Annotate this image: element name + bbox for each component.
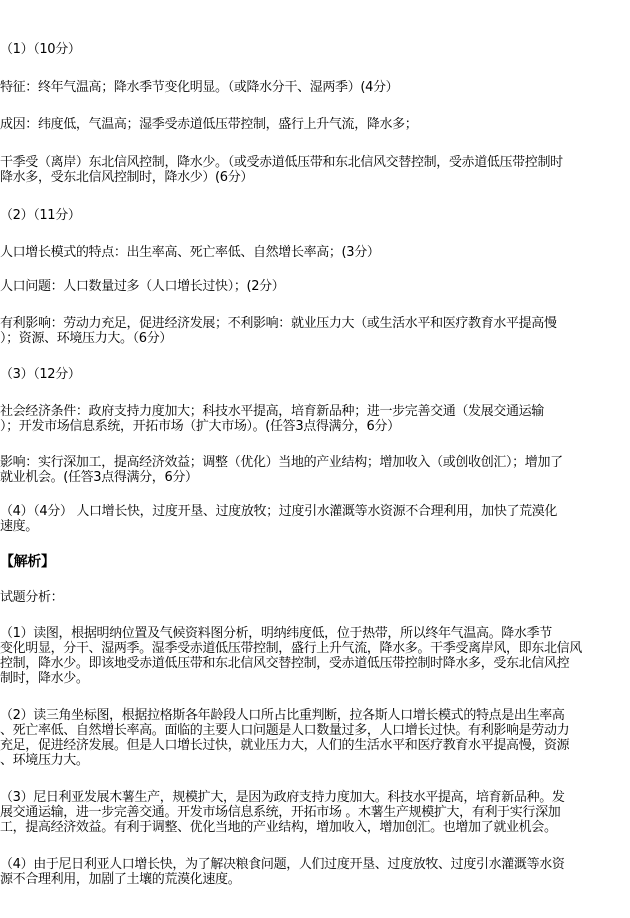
analysis-heading: 【解析】 [0,554,55,570]
q3-effects-line2: 就业机会。(任答3点得满分，6分） [0,470,198,485]
q3-conditions-line2: ）；开发市场信息系统，开拓市场（扩大市场）。(任答3点得满分，6分） [0,419,400,434]
analysis-intro: 试题分析： [0,590,64,605]
q4-answer-line1: （4）（4分） 人口增长快，过度开垦、过度放牧；过度引水灌溉等水资源不合理利用，加快了荒漠化 [0,504,558,519]
q1-feature: 特征：终年气温高；降水季节变化明显。（或降水分干、湿两季）(4分） [0,80,399,95]
analysis-p1-line1: （1）读图，根据明纳位置及气候资料图分析，明纳纬度低，位于热带，所以终年气温高。降水季节 [0,626,552,641]
q2-impact-line1: 有利影响：劳动力充足，促进经济发展；不利影响：就业压力大（或生活水平和医疗教育水平提高慢 [0,316,557,331]
q4-answer-line2: 速度。 [0,519,38,534]
analysis-p3-line2: 展交通运输，进一步完善交通。开发市场信息系统，开拓市场 。木薯生产规模扩大，有利于实行深加 [0,805,561,820]
q3-header: （3）（12分） [0,367,81,382]
analysis-p1-line3: 控制，降水少。即该地受赤道低压带和东北信风交替控制，受赤道低压带控制时降水多，受东北信风控 [0,656,570,671]
analysis-p2-line2: 、死亡率低、自然增长率高。面临的主要人口问题是人口数量过多，人口增长过快。有利影响是劳动力 [0,723,570,738]
analysis-p2-line3: 充足，促进经济发展。但是人口增长过快，就业压力大，人们的生活水平和医疗教育水平提高慢，资源 [0,738,570,753]
analysis-p3-line1: （3）尼日利亚发展木薯生产，规模扩大，是因为政府支持力度加大。科技水平提高，培育新品种。发 [0,790,565,805]
q2-population-problem: 人口问题：人口数量过多（人口增长过快）；(2分） [0,279,285,294]
q3-conditions-line1: 社会经济条件：政府支持力度加大；科技水平提高，培育新品种；进一步完善交通（发展交通运输 [0,404,544,419]
q1-dry-season-line1: 干季受（离岸）东北信风控制，降水少。（或受赤道低压带和东北信风交替控制，受赤道低压带控制时 [0,155,563,170]
analysis-p3-line3: 工，提高经济效益。有利于调整、优化当地的产业结构，增加收入，增加创汇。也增加了就业机会。 [0,820,557,835]
q2-impact-line2: ）；资源、环境压力大。（6分） [0,331,173,346]
q2-growth-model: 人口增长模式的特点：出生率高、死亡率低、自然增长率高；(3分） [0,245,380,260]
analysis-p4-line2: 源不合理利用，加剧了土壤的荒漠化速度。 [0,872,241,887]
q2-header: （2）（11分） [0,208,81,223]
analysis-p2-line1: （2）读三角坐标图，根据拉格斯各年龄段人口所占比重判断，拉各斯人口增长模式的特点是出生率高 [0,708,565,723]
q1-header: （1）（10分） [0,42,81,57]
analysis-p4-line1: （4）由于尼日利亚人口增长快，为了解决粮食问题，人们过度开垦、过度放牧、过度引水灌溉等水资 [0,857,565,872]
q3-effects-line1: 影响：实行深加工，提高经济效益；调整（优化）当地的产业结构；增加收入（或创收创汇）；增加了 [0,455,563,470]
q1-cause: 成因：纬度低，气温高；湿季受赤道低压带控制，盛行上升气流，降水多； [0,117,418,132]
q1-dry-season-line2: 降水多，受东北信风控制时，降水少）(6分） [0,170,253,185]
analysis-p1-line4: 制时，降水少。 [0,671,89,686]
analysis-p2-line4: 、环境压力大。 [0,753,89,768]
analysis-p1-line2: 变化明显，分干、湿两季。湿季受赤道低压带控制，盛行上升气流，降水多。干季受离岸风，即东北信风 [0,641,582,656]
